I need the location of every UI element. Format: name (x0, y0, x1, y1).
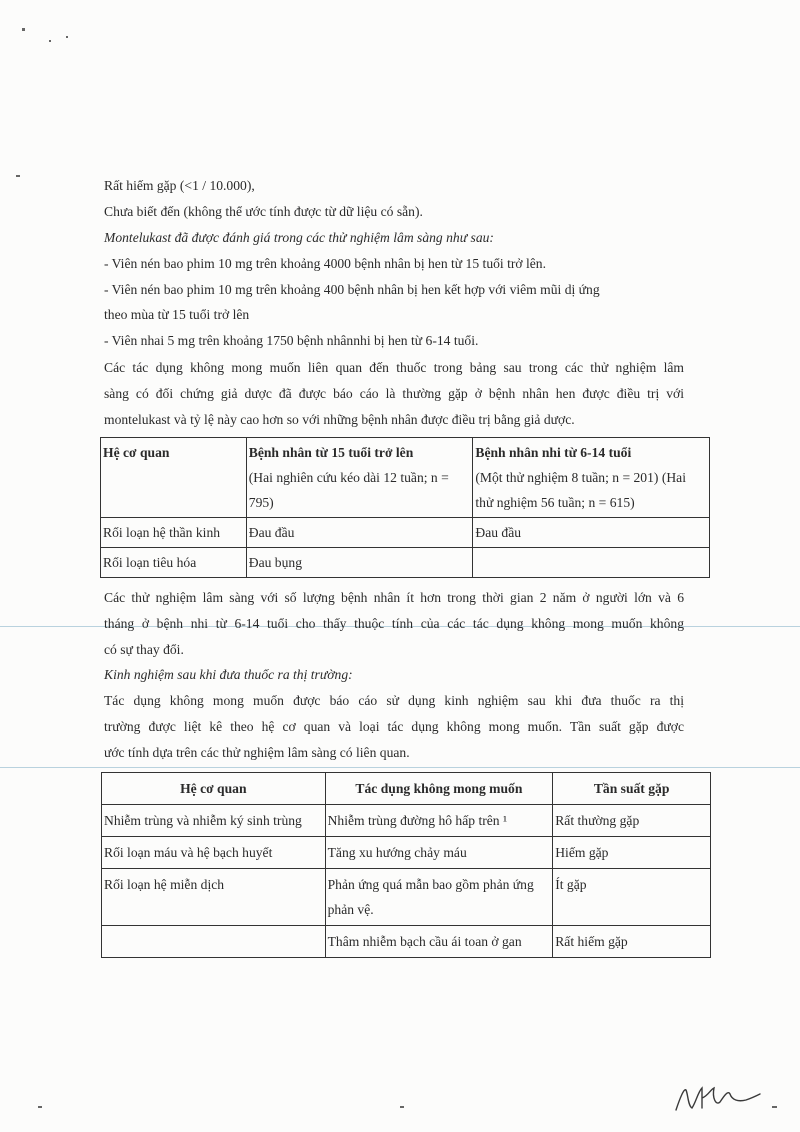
para1-line-1: Các tác dụng không mong muốn liên quan đến thuốc trong bảng sau trong các thử nghiệm lâm (104, 360, 684, 375)
table-row (101, 548, 710, 578)
table-row (102, 869, 711, 926)
table-cell: Thâm nhiễm bạch cầu ái toan ở gan (325, 926, 553, 958)
table-cell: Đau đầu (473, 518, 710, 548)
table-cell: Rất hiếm gặp (553, 926, 711, 958)
table-cell (102, 926, 326, 958)
trial-item-3: - Viên nhai 5 mg trên khoảng 1750 bệnh nhânnhi bị hen từ 6-14 tuổi. (104, 333, 479, 348)
adverse-effects-table-postmarket (101, 772, 711, 958)
para3-line-3: ước tính dựa trên các thử nghiệm lâm sàng có liên quan. (104, 745, 410, 760)
table-row (102, 837, 711, 869)
table-cell: Nhiễm trùng đường hô hấp trên ¹ (325, 805, 553, 837)
table-cell: Rất thường gặp (553, 805, 711, 837)
table-row (101, 518, 710, 548)
trial-item-2-cont: theo mùa từ 15 tuổi trở lên (104, 307, 250, 322)
post-market-heading: Kinh nghiệm sau khi đưa thuốc ra thị trường: (104, 667, 353, 682)
table-header-cell: Tần suất gặp (553, 773, 711, 805)
table-header-cell: Tác dụng không mong muốn (325, 773, 553, 805)
para2-line-2: tháng ở bệnh nhi từ 6-14 tuổi cho thấy thuộc tính của các tác dụng không mong muốn không (104, 616, 684, 631)
table-cell (473, 548, 710, 578)
table-header-cell: Hệ cơ quan (102, 773, 326, 805)
scan-speck (22, 28, 25, 31)
trial-item-1: - Viên nén bao phim 10 mg trên khoảng 4000 bệnh nhân bị hen từ 15 tuổi trở lên. (104, 256, 546, 271)
table-cell: Đau đầu (246, 518, 473, 548)
adverse-effects-table-clinical (100, 437, 710, 578)
scan-speck (66, 36, 68, 38)
handwritten-signature-icon (672, 1080, 762, 1120)
scan-speck (16, 175, 20, 177)
table-cell: Bệnh nhân từ 15 tuổi trở lên (Hai nghiên cứu kéo dài 12 tuần; n = 795) (246, 438, 473, 518)
table-cell: Rối loạn máu và hệ bạch huyết (102, 837, 326, 869)
para3-line-2: trường được liệt kê theo hệ cơ quan và loại tác dụng không mong muốn. Tần suất gặp được (104, 719, 684, 734)
table-cell: Rối loạn tiêu hóa (101, 548, 247, 578)
para1-line-2: sàng có đối chứng giả dược đã được báo cáo là thường gặp ở bệnh nhân hen được điều trị với (104, 386, 684, 401)
para3-line-1: Tác dụng không mong muốn được báo cáo sử dụng kinh nghiệm sau khi đưa thuốc ra thị (104, 693, 684, 708)
table-header-row (102, 773, 711, 805)
trial-item-2: - Viên nén bao phim 10 mg trên khoảng 400 bệnh nhân bị hen kết hợp với viêm mũi dị ứng (104, 282, 600, 297)
table-row (102, 926, 711, 958)
trial-heading: Montelukast đã được đánh giá trong các thử nghiệm lâm sàng như sau: (104, 230, 494, 245)
table-cell: Rối loạn hệ thần kinh (101, 518, 247, 548)
para2-line-3: có sự thay đổi. (104, 642, 184, 657)
intro-line-2: Chưa biết đến (không thể ước tính được từ dữ liệu có sẵn). (104, 204, 423, 219)
table-cell: Hệ cơ quan (101, 438, 247, 518)
scan-speck (772, 1106, 777, 1108)
para1-line-3: montelukast và tỷ lệ này cao hơn so với những bệnh nhân được điều trị bằng giả dược. (104, 412, 575, 427)
table-cell: Đau bụng (246, 548, 473, 578)
scan-rule (0, 767, 800, 768)
table-cell: Bệnh nhân nhi từ 6-14 tuổi (Một thử nghiệm 8 tuần; n = 201) (Hai thử nghiệm 56 tuần; n = 615) (473, 438, 710, 518)
table-header-row (101, 438, 710, 518)
scan-speck (400, 1106, 404, 1108)
scan-speck (49, 40, 51, 42)
table-row (102, 805, 711, 837)
intro-line-1: Rất hiếm gặp (<1 / 10.000), (104, 178, 255, 193)
scan-speck (38, 1106, 42, 1108)
table-cell: Phản ứng quá mẫn bao gồm phản ứng phản vệ. (325, 869, 553, 926)
table-cell: Hiếm gặp (553, 837, 711, 869)
table-cell: Rối loạn hệ miễn dịch (102, 869, 326, 926)
table-cell: Tăng xu hướng chảy máu (325, 837, 553, 869)
table-cell: Nhiễm trùng và nhiễm ký sinh trùng (102, 805, 326, 837)
table-cell: Ít gặp (553, 869, 711, 926)
para2-line-1: Các thử nghiệm lâm sàng với số lượng bệnh nhân ít hơn trong thời gian 2 năm ở người lớn và 6 (104, 590, 684, 605)
